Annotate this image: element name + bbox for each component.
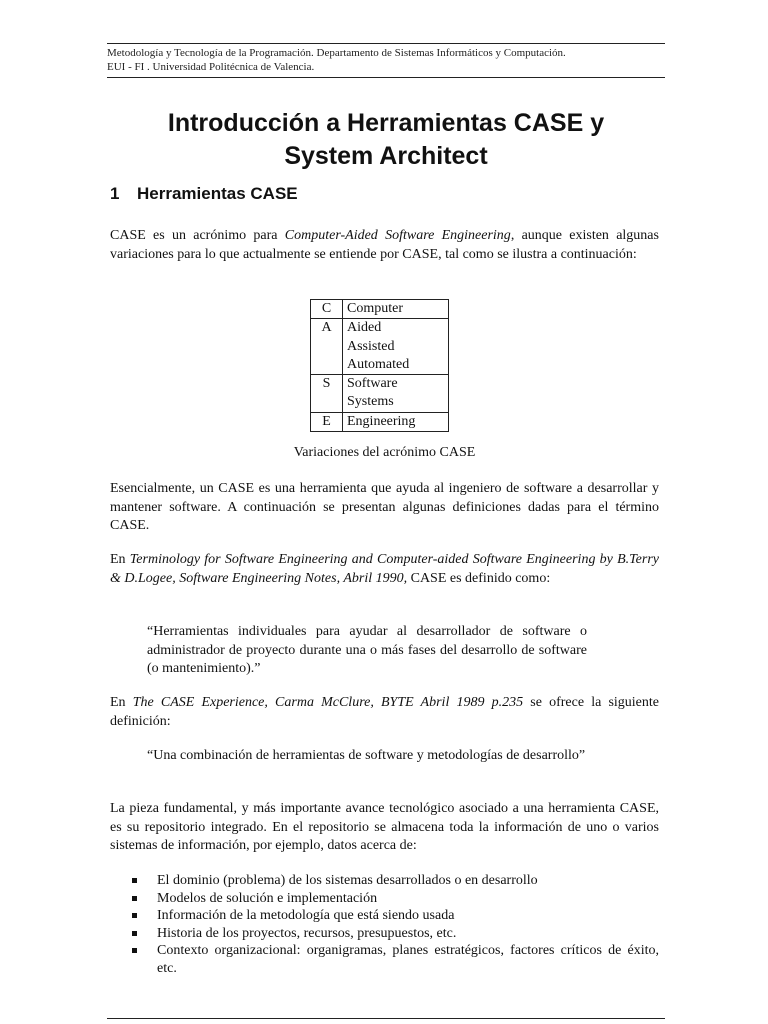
list-item-text: Información de la metodología que está siendo usada [157,908,455,924]
list-item [132,942,659,977]
document-title [107,107,665,173]
header-line-2: EUI - FI . Universidad Politécnica de Valencia. [107,61,315,73]
section-heading [110,184,298,204]
section-number: 1 [110,184,120,203]
title-line-2: System Architect [284,142,488,170]
table-caption: Variaciones del acrónimo CASE [293,445,476,460]
acronym-word: Systems [347,394,394,410]
acronym-words [343,375,449,413]
intro-paragraph [110,227,659,264]
bullet-icon [132,878,137,883]
def2-source: The CASE Experience, Carma McClure, BYTE Abril 1989 p.235 [132,695,524,710]
acronym-words [343,412,449,431]
page-header [107,43,665,78]
acronym-letter: S [311,375,343,413]
intro-italic-term: Computer-Aided Software Engineering [284,228,511,243]
definition-1-intro [110,551,659,588]
list-item [132,907,659,925]
acronym-row [311,412,449,431]
def2-text-start: En [110,695,133,710]
acronym-word: Aided [347,320,382,336]
header-line-1: Metodología y Tecnología de la Programación. Departamento de Sistemas Informáticos y Computación. [107,47,566,59]
bullet-icon [132,948,137,953]
list-item [132,925,659,943]
def1-text-start: En [110,552,130,567]
acronym-letter: A [311,319,343,375]
bullet-icon [132,931,137,936]
list-item-text: Contexto organizacional: organigramas, planes estratégicos, factores críticos de éxito, etc. [157,943,659,976]
acronym-letter: C [311,300,343,319]
acronym-row [311,319,449,375]
definition-2-quote: “Una combinación de herramientas de software y metodologías de desarrollo” [147,748,586,763]
bullet-icon [132,913,137,918]
essential-paragraph: Esencialmente, un CASE es una herramienta que ayuda al ingeniero de software a desarrollar y mantener software. A continuación se presentan algunas definiciones dadas para el término CASE. [110,481,659,533]
acronym-words [343,319,449,375]
acronym-word: Computer [347,301,403,316]
list-item-text: Modelos de solución e implementación [157,890,378,906]
acronym-row [311,375,449,413]
footer-divider [107,1018,665,1019]
definition-2-intro [110,694,659,731]
intro-text-start: CASE es un acrónimo para [110,228,285,243]
list-item-text: Historia de los proyectos, recursos, presupuestos, etc. [157,925,457,941]
acronym-table [310,299,449,432]
def1-source: Terminology for Software Engineering and Computer-aided Software Engineering by B.Terry & D.Logee, Software Engineering Notes, Abril 1990, [110,552,659,586]
acronym-word: Software [347,376,398,392]
def1-text-end: CASE es definido como: [407,570,551,586]
list-item-text: El dominio (problema) de los sistemas desarrollados o en desarrollo [157,873,538,888]
acronym-row [311,300,449,319]
title-line-1: Introducción a Herramientas CASE y [167,109,605,137]
acronym-word: Engineering [347,413,416,429]
repository-bullet-list [132,872,659,978]
acronym-word: Automated [347,356,410,372]
bullet-icon [132,896,137,901]
acronym-words [343,300,449,319]
intro-text-end: , aunque existen algunas variaciones para lo que actualmente se entiende por CASE, tal como se ilustra a continuación: [110,228,659,262]
def2-text-end: se ofrece la siguiente definición: [110,695,659,729]
repository-paragraph: La pieza fundamental, y más importante avance tecnológico asociado a una herramienta CASE, es su repositorio integrado. En el repositorio se almacena toda la información de uno o varios sistemas de información, por ejemplo, datos acerca de: [110,801,659,853]
acronym-word: Assisted [347,338,395,354]
section-title: Herramientas CASE [137,184,298,203]
acronym-letter: E [311,412,343,431]
list-item [132,890,659,908]
list-item [132,872,659,890]
definition-1-quote: “Herramientas individuales para ayudar al desarrollador de software o administrador de proyecto durante una o más fases del desarrollo de software (o mantenimiento).” [147,624,587,676]
